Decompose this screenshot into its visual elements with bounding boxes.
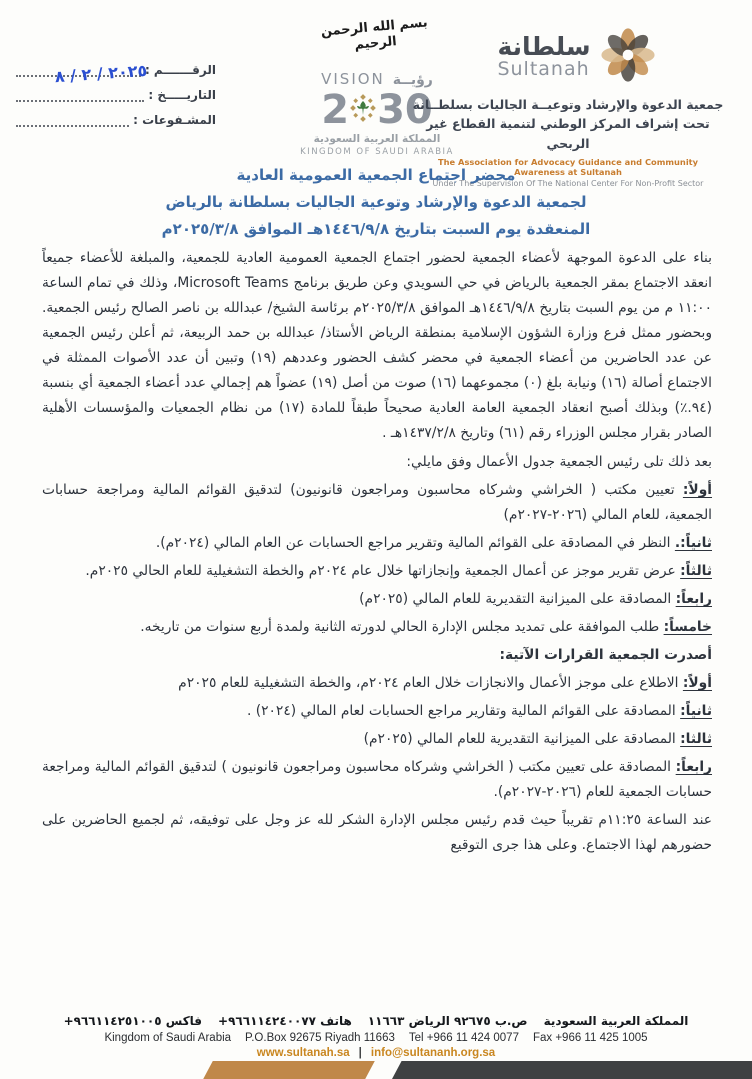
decision-item-1-text: الاطلاع على موجز الأعمال والانجازات خلال العام ٢٠٢٤م، والخطة التشغيلية للعام ٢٠٢٥م bbox=[178, 675, 679, 691]
vision-number-left: 2 bbox=[321, 87, 350, 133]
org-name-arabic: سلطانة bbox=[497, 31, 591, 61]
saudi-emblem-icon bbox=[350, 90, 376, 130]
footer-ar-pobox: ص.ب ٩٢٦٧٥ الرياض ١١٦٦٣ bbox=[367, 1014, 528, 1028]
vision-word-en: VISION bbox=[321, 70, 385, 88]
title-line-2: لجمعية الدعوة والإرشاد وتوعية الجاليات بسلطانة بالرياض bbox=[165, 193, 587, 211]
footer-ar-tel: هاتف ٩٦٦١١٤٢٤٠٠٧٧+ bbox=[218, 1014, 352, 1028]
agenda-item-2-text: النظر في المصادقة على القوائم المالية وتقرير مراجع الحسابات عن العام المالي (٢٠٢٤م). bbox=[155, 535, 671, 551]
agenda-item-4-text: المصادقة على الميزانية التقديرية للعام المالي (٢٠٢٥م) bbox=[359, 591, 672, 607]
basmala-calligraphy: بسم الله الرحمن الرحيم bbox=[320, 15, 429, 54]
footer-gray-band bbox=[392, 1061, 752, 1079]
agenda-item-5 bbox=[42, 615, 712, 640]
intro-paragraph: بناء على الدعوة الموجهة لأعضاء الجمعية لحضور اجتماع الجمعية العمومية العادية للجمعية، والمبلغة للأعضاء جميعاً انعقد الاجتماع بمقر الجمعية بالرياض في حي السويدي وعن طريق برنامج Microsoft Teams، وذلك في تمام الساعة ١١:٠٠ م من يوم السبت بتاريخ ١٤٤٦/٩/٨هـ الموافق ٢٠٢٥/٣/٨م برئاسة الشيخ/ عبدالله بن ناصر الصالح رئيس الجمعية. وبحضور ممثل فرع وزارة الشؤون الإسلامية بمنطقة الرياض الأستاذ/ عبدالله بن حمد الربيعة، ثم أعلن رئيس الجمعية عن عدد الحاضرين من أعضاء الجمعية في محضر كشف الحضور وعددهم (١٩) وتبين أن عدد الأصوات الممثلة في الاجتماع أصالة (١٦) ونيابة بلغ (٠) مجموعهما (١٦) صوت من أصل (١٩) عضواً هم إجمالي عدد أعضاء الجمعية أي بنسبة (٩٤.٪) وبذلك أصبح انعقاد الجمعية العامة العادية صحيحاً طبقاً للمادة (١٧) من نظام الجمعيات والمؤسسات الأهلية الصادر بقرار مجلس الوزراء رقم (٦١) وتاريخ ١٤٣٧/٢/٨هـ . bbox=[42, 250, 713, 441]
agenda-item-4-lead: رابعاً: bbox=[675, 591, 712, 607]
vision-number-right: 30 bbox=[377, 87, 433, 133]
decision-item-3-text: المصادقة على الميزانية التقديرية للعام المالي (٢٠٢٥م) bbox=[363, 731, 676, 747]
handwritten-date: ٢٠٢٥ / ٢ / ٨ bbox=[54, 60, 148, 87]
decision-item-4 bbox=[42, 755, 712, 805]
footer-contact-english bbox=[0, 1032, 752, 1044]
field-date-label: التاريـــــخ : bbox=[148, 88, 216, 102]
closing-paragraph: عند الساعة ١١:٢٥م تقريباً حيث قدم رئيس مجلس الإدارة الشكر لله عز وجل على توفيقه، ثم لجميع الحاضرين على حضورهم لهذا الاجتماع. وعلى هذا جرى التوقيع bbox=[42, 812, 712, 853]
decision-item-4-text: المصادقة على تعيين مكتب ( الخراشي وشركاه محاسبون ومراجعون قانونيون ) لتدقيق القوائم المالية ومراجعة حسابات الجمعية للعام (٢٠٢٦-٢٠٢٧م). bbox=[42, 759, 712, 800]
agenda-item-2-lead: ثانياً:. bbox=[674, 535, 712, 551]
decision-item-4-lead: رابعاً: bbox=[675, 759, 712, 775]
footer-contact-arabic bbox=[0, 1014, 752, 1028]
footer-website: www.sultanah.sa bbox=[256, 1047, 350, 1059]
title-line-3: المنعقدة يوم السبت بتاريخ ١٤٤٦/٩/٨هـ الموافق ٢٠٢٥/٣/٨م bbox=[161, 220, 591, 238]
decision-item-1-lead: أولاً: bbox=[682, 675, 712, 691]
agenda-item-3-lead: ثالثاً: bbox=[680, 563, 712, 579]
footer-links bbox=[0, 1047, 752, 1059]
footer-ar-country: المملكة العربية السعودية bbox=[543, 1014, 689, 1028]
org-tagline-arabic-2: تحت إشراف المركز الوطني لتنمية القطاع غير الربحي bbox=[426, 116, 710, 151]
decisions-heading: أصدرت الجمعية القرارات الآتية: bbox=[499, 647, 712, 663]
rosette-flower-icon bbox=[599, 26, 657, 88]
decision-item-1 bbox=[42, 671, 712, 696]
decision-item-3-lead: ثالثا: bbox=[680, 731, 712, 747]
sultanah-wordmark bbox=[497, 31, 591, 81]
agenda-item-5-text: طلب الموافقة على تمديد مجلس الإدارة الحالي لدورته الثانية ولمدة أربع سنوات من تاريخه. bbox=[140, 619, 660, 635]
vision-word-ar: رؤيــة bbox=[392, 72, 433, 88]
footer-en-pobox: P.O.Box 92675 Riyadh 11663 bbox=[245, 1032, 395, 1044]
sultanah-logo-row bbox=[412, 26, 724, 88]
title-line-1: محضر اجتماع الجمعية العمومية العادية bbox=[236, 166, 516, 184]
agenda-item-5-lead: خامساً: bbox=[663, 619, 712, 635]
agenda-item-2 bbox=[42, 531, 712, 556]
footer-ar-fax: فاكس ٩٦٦١١٤٢٥١٠٠٥+ bbox=[63, 1014, 203, 1028]
decision-item-2-text: المصادقة على القوائم المالية وتقارير مراجع الحسابات لعام المالي (٢٠٢٤) . bbox=[246, 703, 676, 719]
agenda-item-1-text: تعيين مكتب ( الخراشي وشركاه محاسبون ومراجعون قانونيون) لتدقيق القوائم المالية ومراجعة حسابات الجمعية، للعام المالي (٢٠٢٦-٢٠٢٧م) bbox=[42, 482, 712, 523]
field-attachments-label: المشـفوعات : bbox=[133, 113, 216, 127]
agenda-item-1 bbox=[42, 478, 712, 528]
footer-en-tel: Tel +966 11 424 0077 bbox=[408, 1032, 519, 1044]
footer-en-fax: Fax +966 11 425 1005 bbox=[532, 1032, 648, 1044]
footer-links-separator: | bbox=[358, 1047, 362, 1059]
agenda-heading: بعد ذلك تلى رئيس الجمعية جدول الأعمال وفق مايلي: bbox=[406, 454, 712, 470]
vision-country-arabic: المملكة العربية السعودية bbox=[313, 133, 441, 145]
decision-item-2 bbox=[42, 699, 712, 724]
footer-en-country: Kingdom of Saudi Arabia bbox=[104, 1032, 232, 1044]
field-date-dotted-line bbox=[16, 87, 144, 102]
org-tagline-arabic-1: جمعية الدعوة والإرشاد وتوعيــة الجاليات بسلطــانة bbox=[412, 97, 724, 112]
field-attachments bbox=[16, 102, 216, 127]
org-tagline-english-1: The Association for Advocacy Guidance and Community Awareness at Sultanah bbox=[437, 157, 699, 178]
footer-email: info@sultananh.org.sa bbox=[370, 1047, 496, 1059]
field-number-label: الرقـــــــم : bbox=[144, 63, 216, 77]
vision-country-english: KINGDOM OF SAUDI ARABIA bbox=[300, 147, 454, 157]
decision-item-2-lead: ثانياً: bbox=[680, 703, 712, 719]
org-tagline-english-2: Under The Supervision Of The National Center For Non-Profit Sector bbox=[432, 179, 704, 189]
agenda-item-1-lead: أولاً: bbox=[682, 482, 713, 498]
agenda-item-3 bbox=[42, 559, 712, 584]
agenda-item-3-text: عرض تقرير موجز عن أعمال الجمعية وإنجازاتها خلال عام ٢٠٢٤م والخطة التشغيلية للعام الحالي ٢٠٢٥م. bbox=[85, 563, 676, 579]
agenda-item-4 bbox=[42, 587, 712, 612]
decision-item-3 bbox=[42, 727, 712, 752]
org-name-english: Sultanah bbox=[497, 58, 590, 81]
document-body bbox=[42, 246, 712, 861]
field-attachments-dotted-line bbox=[16, 112, 129, 127]
footer-gold-band bbox=[203, 1061, 375, 1079]
document-title bbox=[0, 162, 752, 243]
